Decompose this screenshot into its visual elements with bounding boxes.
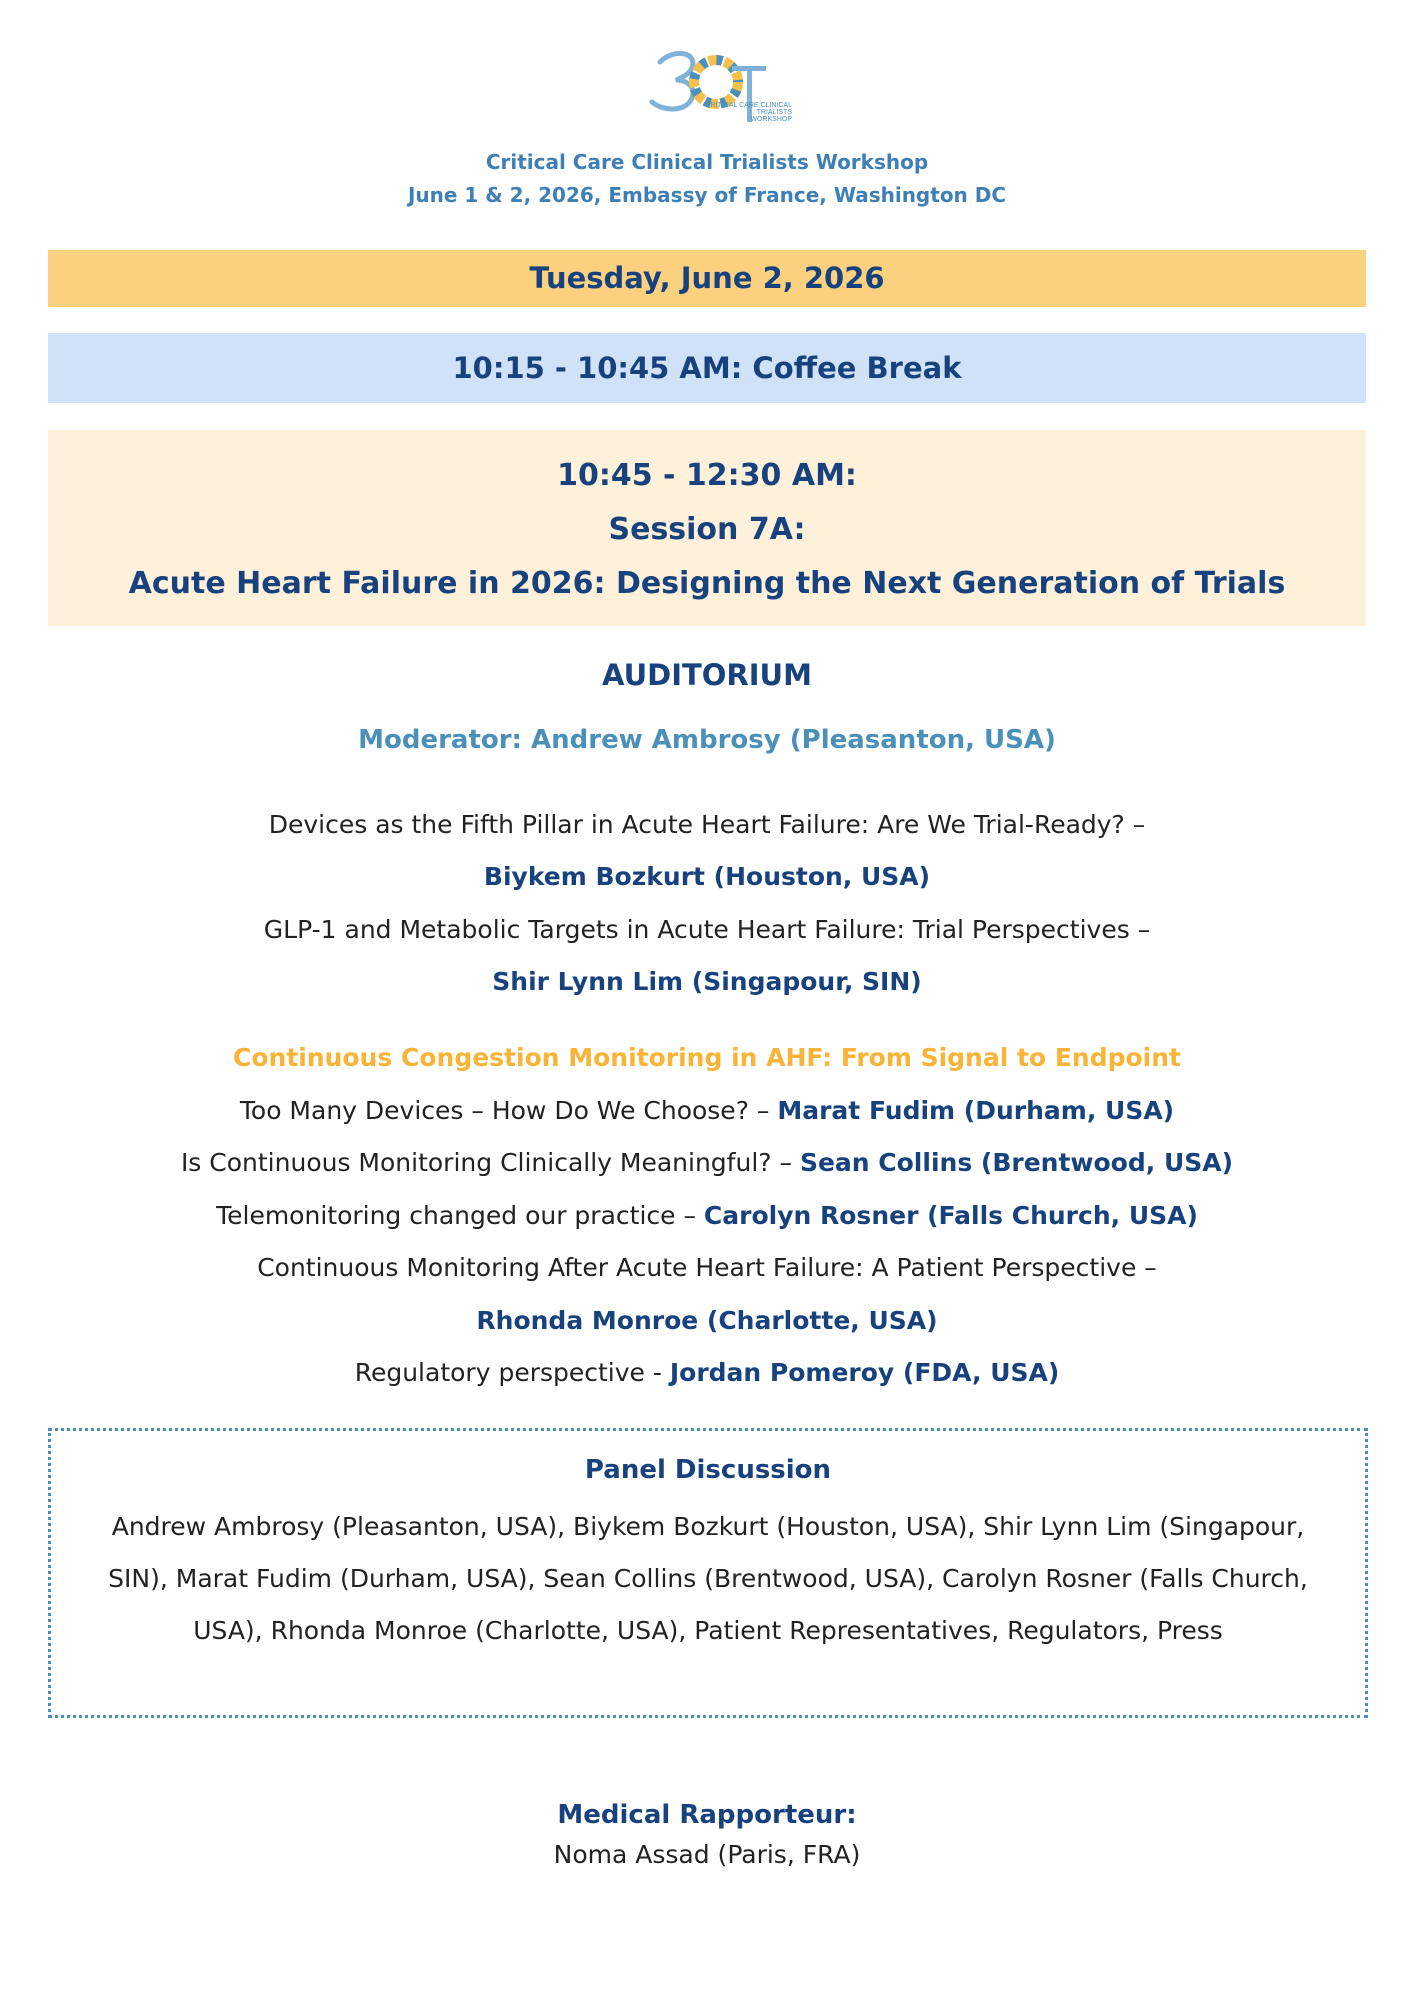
talk-speaker: Jordan Pomeroy (FDA, USA)	[669, 1358, 1060, 1387]
talk-title: Devices as the Fifth Pillar in Acute Heart Failure: Are We Trial-Ready? –	[268, 810, 1146, 839]
panel-participants	[69, 1501, 1347, 1657]
workshop-title: Critical Care Clinical Trialists Workshop	[485, 150, 929, 174]
talk-speaker: Marat Fudim (Durham, USA)	[777, 1096, 1175, 1125]
rapporteur-label: Medical Rapporteur:	[557, 1800, 857, 1830]
talk-title: Continuous Monitoring After Acute Heart Failure: A Patient Perspective –	[257, 1253, 1157, 1282]
session-name: Session 7A:	[608, 512, 806, 547]
location-heading: AUDITORIUM	[602, 658, 812, 692]
logo-tagline-line: TRIALISTS	[756, 109, 792, 116]
talk-title: Regulatory perspective -	[354, 1358, 662, 1387]
subsession-talk	[0, 1358, 1414, 1387]
panel-discussion-box	[48, 1428, 1368, 1718]
talk-title: Too Many Devices – How Do We Choose? –	[239, 1096, 770, 1125]
panel-participants-line: USA), Rhonda Monroe (Charlotte, USA), Patient Representatives, Regulators, Press	[193, 1616, 1223, 1645]
workshop-dates-location: June 1 & 2, 2026, Embassy of France, Washington DC	[407, 183, 1007, 207]
logo-tagline	[642, 102, 792, 123]
panel-participants-line: SIN), Marat Fudim (Durham, USA), Sean Collins (Brentwood, USA), Carolyn Rosner (Falls Church,	[108, 1564, 1308, 1593]
day-banner: Tuesday, June 2, 2026	[48, 250, 1366, 307]
session-time: 10:45 - 12:30 AM:	[557, 458, 857, 493]
rapporteur-name: Noma Assad (Paris, FRA)	[553, 1840, 861, 1869]
talk-title: Is Continuous Monitoring Clinically Meaningful? –	[180, 1148, 792, 1177]
logo-tagline-line: CRITICAL CARE CLINICAL	[705, 102, 792, 109]
talk-title: Telemonitoring changed our practice –	[216, 1201, 696, 1230]
talk-speaker: Carolyn Rosner (Falls Church, USA)	[703, 1201, 1198, 1230]
session-banner	[48, 430, 1366, 626]
coffee-break-banner: 10:15 - 10:45 AM: Coffee Break	[48, 333, 1366, 403]
session-title: Acute Heart Failure in 2026: Designing the Next Generation of Trials	[128, 566, 1286, 601]
subsession-title: Continuous Congestion Monitoring in AHF: From Signal to Endpoint	[233, 1043, 1181, 1072]
talk-speaker: Rhonda Monroe (Charlotte, USA)	[476, 1306, 938, 1335]
subsession-talk	[0, 1096, 1414, 1125]
talk-title: GLP-1 and Metabolic Targets in Acute Heart Failure: Trial Perspectives –	[263, 915, 1151, 944]
talk-speaker: Sean Collins (Brentwood, USA)	[799, 1148, 1234, 1177]
logo-tagline-line: WORKSHOP	[750, 116, 792, 123]
talk-speaker: Shir Lynn Lim (Singapour, SIN)	[492, 967, 922, 996]
panel-participants-line: Andrew Ambrosy (Pleasanton, USA), Biykem Bozkurt (Houston, USA), Shir Lynn Lim (Singapour,	[111, 1512, 1305, 1541]
subsession-talk	[0, 1201, 1414, 1230]
talk-speaker: Biykem Bozkurt (Houston, USA)	[483, 862, 931, 891]
subsession-talk	[0, 1148, 1414, 1177]
moderator: Moderator: Andrew Ambrosy (Pleasanton, USA)	[358, 725, 1056, 755]
panel-title: Panel Discussion	[584, 1455, 832, 1485]
